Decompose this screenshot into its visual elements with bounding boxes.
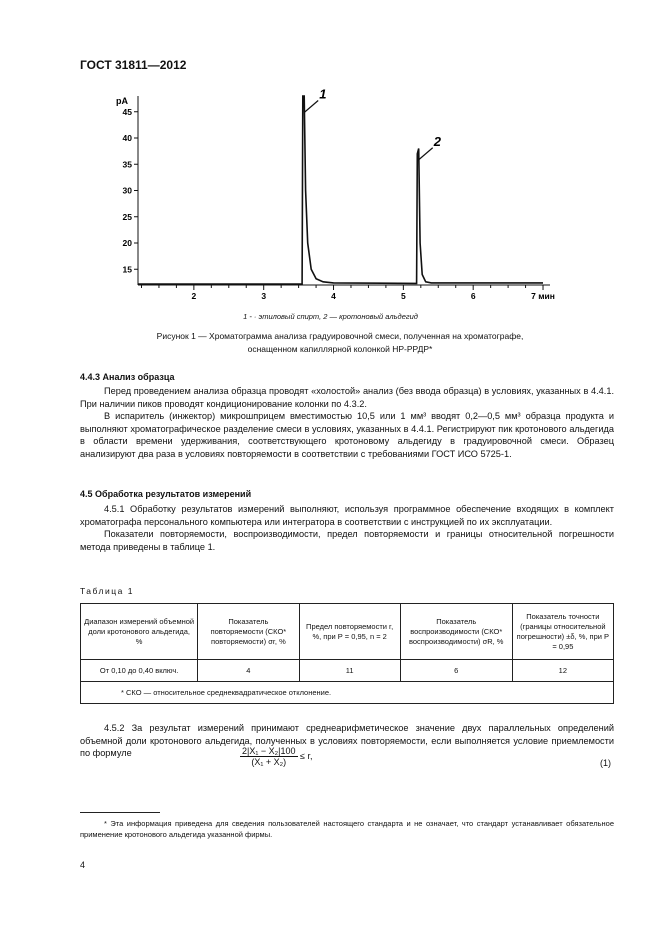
peak-leader-line [304, 101, 318, 113]
peak-label: 1 [319, 88, 327, 102]
table-header-row [81, 604, 614, 660]
x-tick-label: 6 [470, 291, 476, 301]
table-cell: 6 [400, 660, 512, 682]
y-tick-label: 20 [122, 238, 132, 248]
x-tick-label: 5 [400, 291, 406, 301]
figure-caption [80, 330, 600, 356]
formula-fraction [240, 746, 298, 767]
footnote [80, 818, 614, 840]
figure-caption-line: оснащенном капиллярной колонкой НР-РРДР* [247, 344, 433, 354]
table-header-cell: Диапазон измерений объемной доли кротонового альдегида, % [81, 604, 198, 660]
table-header-cell: Показатель воспроизводимости (СКО* воспроизводимости) σR, % [400, 604, 512, 660]
y-tick-label: 40 [122, 133, 132, 143]
table-header-cell: Показатель повторяемости (СКО* повторяемости) σr, % [198, 604, 299, 660]
formula-1 [240, 746, 312, 767]
formula-number: (1) [600, 758, 611, 768]
formula-denominator: (X₁ + X₂) [251, 757, 287, 767]
footnote-divider [80, 812, 160, 813]
precision-table [80, 603, 614, 704]
formula-numerator: 2|X₁ − X₂|100 [242, 746, 296, 756]
table-cell: 12 [512, 660, 613, 682]
table-row [81, 660, 614, 682]
y-tick-label: 45 [122, 106, 132, 117]
section-body-4-4-3 [80, 385, 614, 461]
footnote-text: * Эта информация приведена для сведения пользователей настоящего стандарта и не означает, что стандарт устанавливает обязательное применение кротонового альдегида указанной фирмы. [80, 819, 614, 839]
paragraph: Показатели повторяемости, воспроизводимости, предел повторяемости и границы относительной погрешности метода приведены в таблице 1. [80, 529, 614, 552]
figure-caption-line: Рисунок 1 — Хроматограмма анализа градуировочной смеси, полученная на хроматографе, [156, 331, 524, 341]
paragraph: 4.5.1 Обработку результатов измерений выполняют, используя программное обеспечение входящих в комплект хроматографа персонального компьютера или интегратора в соответствии с инструкцией по их эксплуатации. [80, 504, 614, 527]
table-cell: 4 [198, 660, 299, 682]
x-tick-label: 2 [191, 291, 197, 301]
table-note: * СКО — относительное среднеквадратическое отклонение. [81, 682, 614, 704]
table-cell: 11 [299, 660, 400, 682]
formula-relation: ≤ r, [300, 750, 313, 761]
page-number: 4 [80, 860, 86, 870]
figure-legend: 1 - · этиловый спирт, 2 — кротоновый альдегид [243, 312, 418, 321]
peak-label: 2 [433, 133, 441, 149]
y-tick-label: 35 [122, 159, 132, 170]
chromatogram-chart [110, 88, 570, 308]
paragraph: В испаритель (инжектор) микрошприцем вместимостью 10,5 или 1 мм³ вводят 0,2—0,5 мм³ образца продукта и выполняют хроматографическое разделение смеси в условиях, указанных в 4.4.1. Регистрируют пик кротонового альдегида в области времени удерживания, соответствующего кротоновому альдегиду в градуировочной смеси. Образец анализируют два раза в условиях повторяемости в соответствии с требованиями ГОСТ ИСО 5725-1. [80, 411, 614, 459]
section-heading-4-5: 4.5 Обработка результатов измерений [80, 489, 252, 499]
table-header-cell: Показатель точности (границы относительной погрешности) ±δ, %, при P = 0,95 [512, 604, 613, 660]
paragraph: 4.5.2 За результат измерений принимают среднеарифметическое значение двух параллельных определений объемной доли кротонового альдегида, полученных в условиях повторяемости, если выполняется условие приемлемости по формуле [80, 723, 614, 759]
table-cell: От 0,10 до 0,40 включ. [81, 660, 198, 682]
x-tick-label: 3 [261, 291, 267, 301]
y-tick-label: 15 [122, 264, 132, 275]
document-header: ГОСТ 31811—2012 [80, 58, 187, 72]
y-tick-label: 30 [122, 185, 132, 196]
x-tick-label: 7 мин [531, 291, 555, 301]
x-tick-label: 4 [331, 291, 336, 301]
peak-leader-line [419, 148, 433, 160]
section-heading-4-4-3: 4.4.3 Анализ образца [80, 372, 175, 382]
table-note-row [81, 682, 614, 704]
table-header-cell: Предел повторяемости r, %, при P = 0,95, n = 2 [299, 604, 400, 660]
y-tick-label: 25 [122, 211, 132, 222]
y-axis-unit: pA [116, 96, 128, 106]
section-body-4-5 [80, 503, 614, 553]
section-body-4-5-2 [80, 722, 614, 760]
table-caption: Таблица 1 [80, 586, 134, 596]
chromatogram-figure [110, 88, 570, 313]
paragraph: Перед проведением анализа образца проводят «холостой» анализ (без ввода образца) в условиях, указанных в 4.4.1. При наличии пиков проводят кондиционирование колонки по 4.3.2. [80, 386, 614, 409]
chromatogram-trace [138, 96, 543, 284]
